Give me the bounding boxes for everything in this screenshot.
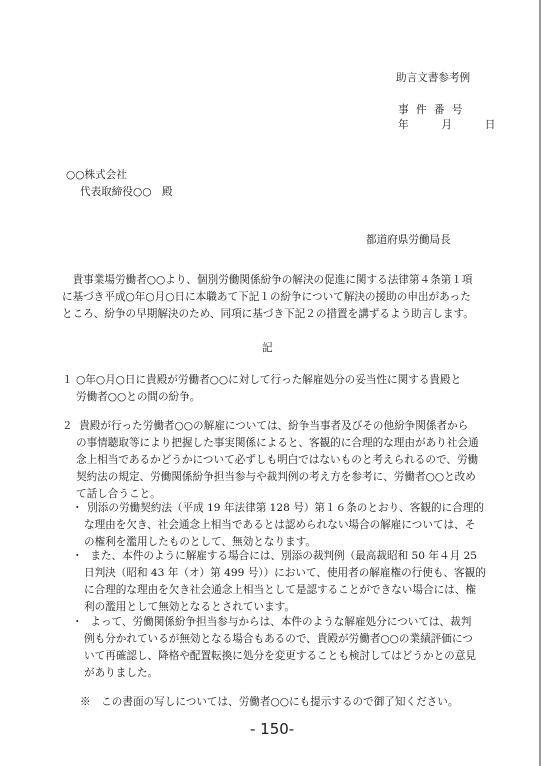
bullet-marker: ・: [72, 616, 83, 628]
intro-paragraph: [62, 272, 482, 323]
date-month: 月: [441, 119, 452, 131]
case-number-label: 事 件 番 号: [398, 104, 465, 116]
item-line: 契約法の規定、労働関係紛争担当参与や裁判例の考え方を参考に、労働者○○と改め: [76, 471, 476, 483]
bullet-line: 例も分かれているが無効となる場合もあるので、貴殿が労働者○○の業績評価につ: [84, 633, 473, 645]
bullet-line: 別添の労働契約法（平成 19 年法律第 128 号）第１６条のとおり、客観的に合理的: [87, 502, 484, 514]
document-type-label: 助言文書参考例: [396, 72, 471, 84]
intro-line: に基づき平成○年○月○日に本職あて下記１の紛争について解決の援助の申出があった: [62, 291, 471, 303]
addressee-company: ○○株式会社: [66, 169, 127, 181]
item-number: １: [62, 374, 73, 386]
item-line: ○年○月○日に貴殿が労働者○○に対して行った解雇処分の妥当性に関する貴殿と: [76, 374, 462, 386]
sender-name: 都道府県労働局長: [366, 234, 451, 246]
item-line: の事情聴取等により把握した事実関係によると、客観的に合理的な理由があり社会通: [76, 437, 479, 449]
date-day: 日: [484, 119, 496, 131]
date-year: 年: [398, 119, 409, 131]
ki-heading: 記: [262, 342, 273, 354]
intro-line: 貴事業場労働者○○より、個別労働関係紛争の解決の促進に関する法律第４条第１項: [72, 274, 473, 286]
bullet-line: 利の濫用として無効となるとされています。: [84, 601, 296, 613]
bullet-marker: ・: [72, 502, 83, 514]
addressee-representative: 代表取締役○○ 殿: [80, 186, 173, 198]
bullet-marker: ・: [72, 550, 83, 562]
bullet-line: また、本件のように解雇する場合には、別添の裁判例（最高裁昭和 50 年４月 25: [90, 550, 478, 562]
date-line: [398, 117, 495, 132]
item-line: 念上相当であるかどうかについて必ずしも明白ではないものと考えられるので、労働: [76, 454, 479, 466]
bullet-line: 日判決（昭和 43 年（オ）第 499 号））において、使用者の解雇権の行使も、客観的: [84, 567, 486, 579]
item-line: て話し合うこと。: [76, 488, 161, 500]
bullet-line: な理由を欠き、社会通念上相当であるとは認められない場合の解雇については、そ: [84, 519, 476, 531]
footnote: ※ この書面の写しについては、労働者○○にも提示するので御了知ください。: [80, 696, 459, 708]
bullet-line: いて再確認し、降格や配置転換に処分を変更することも検討してはどうかとの意見: [84, 650, 476, 662]
bullet-line: がありました。: [84, 667, 159, 679]
intro-line: ところ、紛争の早期解決のため、同項に基づき下記２の措置を講ずるよう助言します。: [62, 308, 474, 320]
bullet-line: に合理的な理由を欠き社会通念上相当として是認することができない場合には、権: [84, 584, 476, 596]
item-line: 貴殿が行った労働者○○の解雇については、紛争当事者及びその他紛争関係者から: [79, 420, 469, 432]
bullet-line: よって、労働関係紛争担当参与からは、本件のような解雇処分については、裁判: [90, 616, 472, 628]
page-number: - 150-: [250, 720, 295, 738]
item-number: ２: [62, 420, 73, 432]
item-line: 労働者○○との間の紛争。: [76, 391, 201, 403]
bullet-line: の権利を濫用したものとして、無効となります。: [84, 536, 317, 548]
